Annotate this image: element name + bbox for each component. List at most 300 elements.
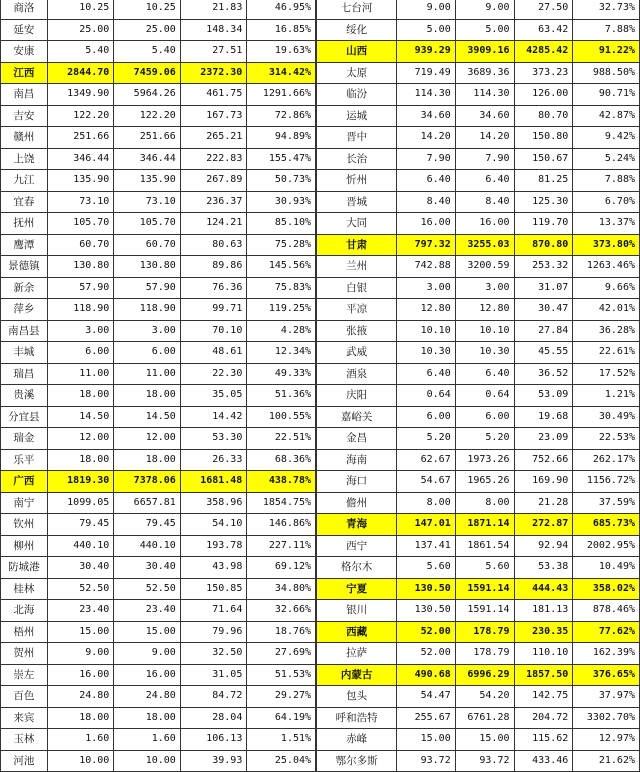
table-row[interactable]: [317, 643, 640, 665]
cell-value-1[interactable]: 18.00: [47, 707, 114, 729]
cell-percentage[interactable]: 17.52%: [573, 363, 640, 385]
cell-value-3[interactable]: 27.84: [514, 320, 573, 342]
cell-percentage[interactable]: 91.22%: [573, 41, 640, 63]
table-row[interactable]: [1, 428, 316, 450]
cell-value-3[interactable]: 150.67: [514, 148, 573, 170]
cell-percentage[interactable]: 1854.75%: [247, 492, 316, 514]
cell-value-3[interactable]: 1857.50: [514, 664, 573, 686]
cell-value-1[interactable]: 12.80: [397, 299, 456, 321]
cell-value-2[interactable]: 9.00: [455, 0, 514, 19]
cell-percentage[interactable]: 438.78%: [247, 471, 316, 493]
cell-value-1[interactable]: 346.44: [47, 148, 114, 170]
cell-value-1[interactable]: 8.00: [397, 492, 456, 514]
table-row[interactable]: [1, 170, 316, 192]
cell-city[interactable]: 大同: [317, 213, 397, 235]
cell-value-3[interactable]: 43.98: [180, 557, 247, 579]
cell-percentage[interactable]: 85.10%: [247, 213, 316, 235]
table-row[interactable]: [317, 342, 640, 364]
cell-percentage[interactable]: 145.56%: [247, 256, 316, 278]
cell-percentage[interactable]: 1291.66%: [247, 84, 316, 106]
cell-percentage[interactable]: 22.61%: [573, 342, 640, 364]
table-row[interactable]: [1, 449, 316, 471]
cell-percentage[interactable]: 94.89%: [247, 127, 316, 149]
table-row[interactable]: [317, 750, 640, 772]
cell-city[interactable]: 宁夏: [317, 578, 397, 600]
cell-percentage[interactable]: 262.17%: [573, 449, 640, 471]
cell-percentage[interactable]: 21.62%: [573, 750, 640, 772]
cell-value-3[interactable]: 53.30: [180, 428, 247, 450]
table-row[interactable]: [1, 0, 316, 19]
cell-value-3[interactable]: 444.43: [514, 578, 573, 600]
cell-value-1[interactable]: 18.00: [47, 385, 114, 407]
cell-value-3[interactable]: 1681.48: [180, 471, 247, 493]
table-row[interactable]: [317, 0, 640, 19]
cell-city[interactable]: 忻州: [317, 170, 397, 192]
cell-value-3[interactable]: 253.32: [514, 256, 573, 278]
cell-value-3[interactable]: 27.51: [180, 41, 247, 63]
cell-value-1[interactable]: 130.80: [47, 256, 114, 278]
cell-value-1[interactable]: 57.90: [47, 277, 114, 299]
table-row[interactable]: [1, 234, 316, 256]
cell-value-1[interactable]: 105.70: [47, 213, 114, 235]
cell-value-2[interactable]: 1591.14: [455, 578, 514, 600]
cell-value-2[interactable]: 6.00: [455, 406, 514, 428]
cell-value-1[interactable]: 12.00: [47, 428, 114, 450]
cell-percentage[interactable]: 7.88%: [573, 170, 640, 192]
cell-value-2[interactable]: 54.20: [455, 686, 514, 708]
cell-percentage[interactable]: 4.28%: [247, 320, 316, 342]
cell-value-1[interactable]: 9.00: [47, 643, 114, 665]
cell-value-1[interactable]: 0.64: [397, 385, 456, 407]
cell-value-1[interactable]: 118.90: [47, 299, 114, 321]
cell-value-2[interactable]: 5.00: [455, 19, 514, 41]
cell-value-2[interactable]: 57.90: [114, 277, 181, 299]
cell-value-1[interactable]: 440.10: [47, 535, 114, 557]
table-row[interactable]: [317, 557, 640, 579]
cell-value-2[interactable]: 7.90: [455, 148, 514, 170]
cell-value-1[interactable]: 1819.30: [47, 471, 114, 493]
cell-city[interactable]: 萍乡: [1, 299, 48, 321]
cell-city[interactable]: 白银: [317, 277, 397, 299]
cell-city[interactable]: 商洛: [1, 0, 48, 19]
cell-value-3[interactable]: 358.96: [180, 492, 247, 514]
cell-value-2[interactable]: 14.20: [455, 127, 514, 149]
cell-percentage[interactable]: 1263.46%: [573, 256, 640, 278]
cell-value-3[interactable]: 30.47: [514, 299, 573, 321]
cell-percentage[interactable]: 36.28%: [573, 320, 640, 342]
cell-value-3[interactable]: 92.94: [514, 535, 573, 557]
cell-value-2[interactable]: 6.40: [455, 170, 514, 192]
cell-percentage[interactable]: 22.53%: [573, 428, 640, 450]
cell-percentage[interactable]: 3302.70%: [573, 707, 640, 729]
cell-value-2[interactable]: 118.90: [114, 299, 181, 321]
cell-percentage[interactable]: 22.51%: [247, 428, 316, 450]
cell-value-3[interactable]: 433.46: [514, 750, 573, 772]
cell-value-1[interactable]: 15.00: [47, 621, 114, 643]
cell-value-3[interactable]: 31.07: [514, 277, 573, 299]
cell-value-1[interactable]: 23.40: [47, 600, 114, 622]
cell-percentage[interactable]: 19.63%: [247, 41, 316, 63]
province-total-row[interactable]: [317, 234, 640, 256]
cell-value-2[interactable]: 18.00: [114, 449, 181, 471]
cell-value-2[interactable]: 10.00: [114, 750, 181, 772]
cell-percentage[interactable]: 29.27%: [247, 686, 316, 708]
table-row[interactable]: [1, 299, 316, 321]
cell-value-1[interactable]: 52.00: [397, 643, 456, 665]
cell-percentage[interactable]: 1.51%: [247, 729, 316, 751]
cell-percentage[interactable]: 12.97%: [573, 729, 640, 751]
cell-percentage[interactable]: 988.50%: [573, 62, 640, 84]
cell-city[interactable]: 银川: [317, 600, 397, 622]
table-row[interactable]: [317, 535, 640, 557]
cell-value-1[interactable]: 54.47: [397, 686, 456, 708]
province-total-row[interactable]: [317, 578, 640, 600]
cell-city[interactable]: 瑞昌: [1, 363, 48, 385]
table-row[interactable]: [1, 535, 316, 557]
cell-value-1[interactable]: 30.40: [47, 557, 114, 579]
cell-value-2[interactable]: 6657.81: [114, 492, 181, 514]
table-row[interactable]: [1, 320, 316, 342]
cell-value-3[interactable]: 48.61: [180, 342, 247, 364]
cell-value-3[interactable]: 752.66: [514, 449, 573, 471]
table-row[interactable]: [1, 105, 316, 127]
table-row[interactable]: [317, 213, 640, 235]
cell-value-1[interactable]: 16.00: [397, 213, 456, 235]
cell-city[interactable]: 青海: [317, 514, 397, 536]
cell-value-3[interactable]: 28.04: [180, 707, 247, 729]
cell-value-2[interactable]: 15.00: [455, 729, 514, 751]
cell-city[interactable]: 梧州: [1, 621, 48, 643]
table-row[interactable]: [317, 363, 640, 385]
province-total-row[interactable]: [317, 621, 640, 643]
cell-city[interactable]: 瑞金: [1, 428, 48, 450]
cell-value-1[interactable]: 54.67: [397, 471, 456, 493]
province-total-row[interactable]: [317, 664, 640, 686]
cell-value-2[interactable]: 346.44: [114, 148, 181, 170]
cell-value-3[interactable]: 35.05: [180, 385, 247, 407]
cell-value-2[interactable]: 6.40: [455, 363, 514, 385]
cell-value-3[interactable]: 53.38: [514, 557, 573, 579]
table-row[interactable]: [1, 277, 316, 299]
cell-value-3[interactable]: 80.70: [514, 105, 573, 127]
cell-value-3[interactable]: 110.10: [514, 643, 573, 665]
cell-value-2[interactable]: 11.00: [114, 363, 181, 385]
cell-value-3[interactable]: 142.75: [514, 686, 573, 708]
cell-city[interactable]: 柳州: [1, 535, 48, 557]
cell-value-1[interactable]: 6.00: [47, 342, 114, 364]
cell-value-3[interactable]: 124.21: [180, 213, 247, 235]
cell-percentage[interactable]: 146.86%: [247, 514, 316, 536]
cell-value-1[interactable]: 10.10: [397, 320, 456, 342]
table-row[interactable]: [1, 148, 316, 170]
cell-city[interactable]: 金昌: [317, 428, 397, 450]
cell-city[interactable]: 百色: [1, 686, 48, 708]
cell-city[interactable]: 格尔木: [317, 557, 397, 579]
cell-value-2[interactable]: 16.00: [114, 664, 181, 686]
cell-percentage[interactable]: 37.97%: [573, 686, 640, 708]
cell-value-2[interactable]: 7378.06: [114, 471, 181, 493]
cell-value-1[interactable]: 24.80: [47, 686, 114, 708]
cell-value-3[interactable]: 81.25: [514, 170, 573, 192]
cell-value-1[interactable]: 5.20: [397, 428, 456, 450]
cell-value-2[interactable]: 52.50: [114, 578, 181, 600]
cell-value-2[interactable]: 14.50: [114, 406, 181, 428]
table-row[interactable]: [1, 514, 316, 536]
cell-value-2[interactable]: 93.72: [455, 750, 514, 772]
cell-value-2[interactable]: 8.00: [455, 492, 514, 514]
cell-value-1[interactable]: 122.20: [47, 105, 114, 127]
cell-city[interactable]: 北海: [1, 600, 48, 622]
cell-value-2[interactable]: 1871.14: [455, 514, 514, 536]
cell-value-3[interactable]: 71.64: [180, 600, 247, 622]
cell-value-1[interactable]: 135.90: [47, 170, 114, 192]
cell-city[interactable]: 赤峰: [317, 729, 397, 751]
table-row[interactable]: [1, 643, 316, 665]
cell-city[interactable]: 海南: [317, 449, 397, 471]
table-row[interactable]: [317, 299, 640, 321]
cell-value-1[interactable]: 130.50: [397, 600, 456, 622]
cell-value-1[interactable]: 11.00: [47, 363, 114, 385]
cell-value-1[interactable]: 52.00: [397, 621, 456, 643]
cell-city[interactable]: 崇左: [1, 664, 48, 686]
cell-value-1[interactable]: 939.29: [397, 41, 456, 63]
cell-value-1[interactable]: 742.88: [397, 256, 456, 278]
table-row[interactable]: [1, 729, 316, 751]
province-total-row[interactable]: [1, 62, 316, 84]
cell-value-3[interactable]: 125.30: [514, 191, 573, 213]
table-row[interactable]: [317, 84, 640, 106]
table-row[interactable]: [317, 191, 640, 213]
table-row[interactable]: [317, 127, 640, 149]
cell-city[interactable]: 包头: [317, 686, 397, 708]
cell-value-3[interactable]: 76.36: [180, 277, 247, 299]
cell-city[interactable]: 吉安: [1, 105, 48, 127]
cell-value-2[interactable]: 1965.26: [455, 471, 514, 493]
cell-percentage[interactable]: 6.70%: [573, 191, 640, 213]
cell-percentage[interactable]: 10.49%: [573, 557, 640, 579]
cell-percentage[interactable]: 162.39%: [573, 643, 640, 665]
cell-value-3[interactable]: 14.42: [180, 406, 247, 428]
cell-percentage[interactable]: 16.85%: [247, 19, 316, 41]
cell-percentage[interactable]: 119.25%: [247, 299, 316, 321]
cell-value-3[interactable]: 150.85: [180, 578, 247, 600]
cell-value-3[interactable]: 54.10: [180, 514, 247, 536]
cell-value-3[interactable]: 79.96: [180, 621, 247, 643]
cell-city[interactable]: 鹰潭: [1, 234, 48, 256]
cell-city[interactable]: 南昌: [1, 84, 48, 106]
cell-value-2[interactable]: 3255.03: [455, 234, 514, 256]
cell-city[interactable]: 广西: [1, 471, 48, 493]
cell-value-3[interactable]: 39.93: [180, 750, 247, 772]
cell-city[interactable]: 晋城: [317, 191, 397, 213]
cell-value-2[interactable]: 3200.59: [455, 256, 514, 278]
cell-value-1[interactable]: 79.45: [47, 514, 114, 536]
cell-city[interactable]: 庆阳: [317, 385, 397, 407]
cell-value-2[interactable]: 60.70: [114, 234, 181, 256]
cell-value-2[interactable]: 6996.29: [455, 664, 514, 686]
cell-value-1[interactable]: 147.01: [397, 514, 456, 536]
table-row[interactable]: [317, 320, 640, 342]
cell-value-2[interactable]: 73.10: [114, 191, 181, 213]
cell-value-2[interactable]: 440.10: [114, 535, 181, 557]
cell-city[interactable]: 甘肃: [317, 234, 397, 256]
cell-value-3[interactable]: 169.90: [514, 471, 573, 493]
cell-percentage[interactable]: 30.49%: [573, 406, 640, 428]
cell-value-1[interactable]: 719.49: [397, 62, 456, 84]
cell-city[interactable]: 贺州: [1, 643, 48, 665]
cell-value-2[interactable]: 12.00: [114, 428, 181, 450]
table-row[interactable]: [317, 707, 640, 729]
cell-value-3[interactable]: 23.09: [514, 428, 573, 450]
cell-value-3[interactable]: 272.87: [514, 514, 573, 536]
cell-value-3[interactable]: 89.86: [180, 256, 247, 278]
cell-city[interactable]: 内蒙古: [317, 664, 397, 686]
cell-value-2[interactable]: 3689.36: [455, 62, 514, 84]
cell-value-2[interactable]: 6.00: [114, 342, 181, 364]
cell-value-2[interactable]: 16.00: [455, 213, 514, 235]
table-row[interactable]: [1, 686, 316, 708]
cell-city[interactable]: 临汾: [317, 84, 397, 106]
cell-value-1[interactable]: 490.68: [397, 664, 456, 686]
cell-value-3[interactable]: 265.21: [180, 127, 247, 149]
cell-city[interactable]: 延安: [1, 19, 48, 41]
cell-value-2[interactable]: 34.60: [455, 105, 514, 127]
cell-city[interactable]: 西宁: [317, 535, 397, 557]
table-row[interactable]: [317, 449, 640, 471]
cell-value-3[interactable]: 2372.30: [180, 62, 247, 84]
cell-value-3[interactable]: 84.72: [180, 686, 247, 708]
cell-value-1[interactable]: 3.00: [47, 320, 114, 342]
cell-city[interactable]: 嘉峪关: [317, 406, 397, 428]
cell-value-3[interactable]: 4285.42: [514, 41, 573, 63]
cell-value-1[interactable]: 3.00: [397, 277, 456, 299]
cell-percentage[interactable]: 358.02%: [573, 578, 640, 600]
cell-value-3[interactable]: 167.73: [180, 105, 247, 127]
table-row[interactable]: [1, 750, 316, 772]
cell-percentage[interactable]: 314.42%: [247, 62, 316, 84]
cell-value-2[interactable]: 122.20: [114, 105, 181, 127]
cell-percentage[interactable]: 75.83%: [247, 277, 316, 299]
cell-value-2[interactable]: 105.70: [114, 213, 181, 235]
table-row[interactable]: [317, 170, 640, 192]
table-row[interactable]: [317, 492, 640, 514]
cell-percentage[interactable]: 69.12%: [247, 557, 316, 579]
cell-value-1[interactable]: 6.00: [397, 406, 456, 428]
table-row[interactable]: [317, 686, 640, 708]
cell-percentage[interactable]: 64.19%: [247, 707, 316, 729]
table-row[interactable]: [1, 191, 316, 213]
cell-city[interactable]: 安康: [1, 41, 48, 63]
cell-percentage[interactable]: 27.69%: [247, 643, 316, 665]
table-row[interactable]: [1, 256, 316, 278]
table-row[interactable]: [317, 729, 640, 751]
cell-city[interactable]: 酒泉: [317, 363, 397, 385]
cell-percentage[interactable]: 685.73%: [573, 514, 640, 536]
cell-value-3[interactable]: 99.71: [180, 299, 247, 321]
cell-value-3[interactable]: 230.35: [514, 621, 573, 643]
table-row[interactable]: [317, 471, 640, 493]
cell-value-2[interactable]: 10.25: [114, 0, 181, 19]
cell-value-1[interactable]: 52.50: [47, 578, 114, 600]
cell-value-3[interactable]: 193.78: [180, 535, 247, 557]
cell-city[interactable]: 九江: [1, 170, 48, 192]
cell-value-1[interactable]: 6.40: [397, 363, 456, 385]
cell-value-1[interactable]: 255.67: [397, 707, 456, 729]
cell-value-3[interactable]: 222.83: [180, 148, 247, 170]
table-row[interactable]: [317, 19, 640, 41]
table-row[interactable]: [317, 62, 640, 84]
cell-value-3[interactable]: 236.37: [180, 191, 247, 213]
cell-percentage[interactable]: 18.76%: [247, 621, 316, 643]
cell-value-3[interactable]: 150.80: [514, 127, 573, 149]
cell-percentage[interactable]: 13.37%: [573, 213, 640, 235]
cell-city[interactable]: 兰州: [317, 256, 397, 278]
cell-percentage[interactable]: 51.36%: [247, 385, 316, 407]
cell-value-3[interactable]: 80.63: [180, 234, 247, 256]
cell-city[interactable]: 防城港: [1, 557, 48, 579]
table-row[interactable]: [1, 664, 316, 686]
cell-value-3[interactable]: 21.28: [514, 492, 573, 514]
cell-percentage[interactable]: 9.66%: [573, 277, 640, 299]
cell-percentage[interactable]: 75.28%: [247, 234, 316, 256]
cell-percentage[interactable]: 878.46%: [573, 600, 640, 622]
cell-value-2[interactable]: 1861.54: [455, 535, 514, 557]
cell-value-1[interactable]: 130.50: [397, 578, 456, 600]
cell-value-1[interactable]: 73.10: [47, 191, 114, 213]
cell-value-1[interactable]: 5.40: [47, 41, 114, 63]
cell-value-1[interactable]: 9.00: [397, 0, 456, 19]
table-row[interactable]: [1, 707, 316, 729]
cell-value-1[interactable]: 62.67: [397, 449, 456, 471]
table-row[interactable]: [1, 84, 316, 106]
cell-value-2[interactable]: 15.00: [114, 621, 181, 643]
cell-value-3[interactable]: 106.13: [180, 729, 247, 751]
table-row[interactable]: [317, 256, 640, 278]
cell-value-1[interactable]: 16.00: [47, 664, 114, 686]
table-row[interactable]: [1, 213, 316, 235]
cell-value-2[interactable]: 135.90: [114, 170, 181, 192]
cell-city[interactable]: 绥化: [317, 19, 397, 41]
cell-value-2[interactable]: 9.00: [114, 643, 181, 665]
cell-value-2[interactable]: 1591.14: [455, 600, 514, 622]
cell-percentage[interactable]: 51.53%: [247, 664, 316, 686]
cell-city[interactable]: 海口: [317, 471, 397, 493]
cell-city[interactable]: 丰城: [1, 342, 48, 364]
cell-value-3[interactable]: 45.55: [514, 342, 573, 364]
cell-value-1[interactable]: 1349.90: [47, 84, 114, 106]
cell-percentage[interactable]: 32.73%: [573, 0, 640, 19]
cell-percentage[interactable]: 77.62%: [573, 621, 640, 643]
cell-city[interactable]: 儋州: [317, 492, 397, 514]
cell-percentage[interactable]: 30.93%: [247, 191, 316, 213]
table-row[interactable]: [317, 148, 640, 170]
cell-value-1[interactable]: 1099.05: [47, 492, 114, 514]
table-row[interactable]: [1, 342, 316, 364]
cell-value-3[interactable]: 181.13: [514, 600, 573, 622]
cell-value-1[interactable]: 10.25: [47, 0, 114, 19]
cell-city[interactable]: 河池: [1, 750, 48, 772]
cell-value-2[interactable]: 3.00: [455, 277, 514, 299]
cell-city[interactable]: 分宜县: [1, 406, 48, 428]
cell-percentage[interactable]: 42.01%: [573, 299, 640, 321]
cell-percentage[interactable]: 49.33%: [247, 363, 316, 385]
cell-percentage[interactable]: 42.87%: [573, 105, 640, 127]
cell-percentage[interactable]: 2002.95%: [573, 535, 640, 557]
cell-value-2[interactable]: 1.60: [114, 729, 181, 751]
cell-value-1[interactable]: 93.72: [397, 750, 456, 772]
cell-percentage[interactable]: 12.34%: [247, 342, 316, 364]
table-row[interactable]: [317, 428, 640, 450]
